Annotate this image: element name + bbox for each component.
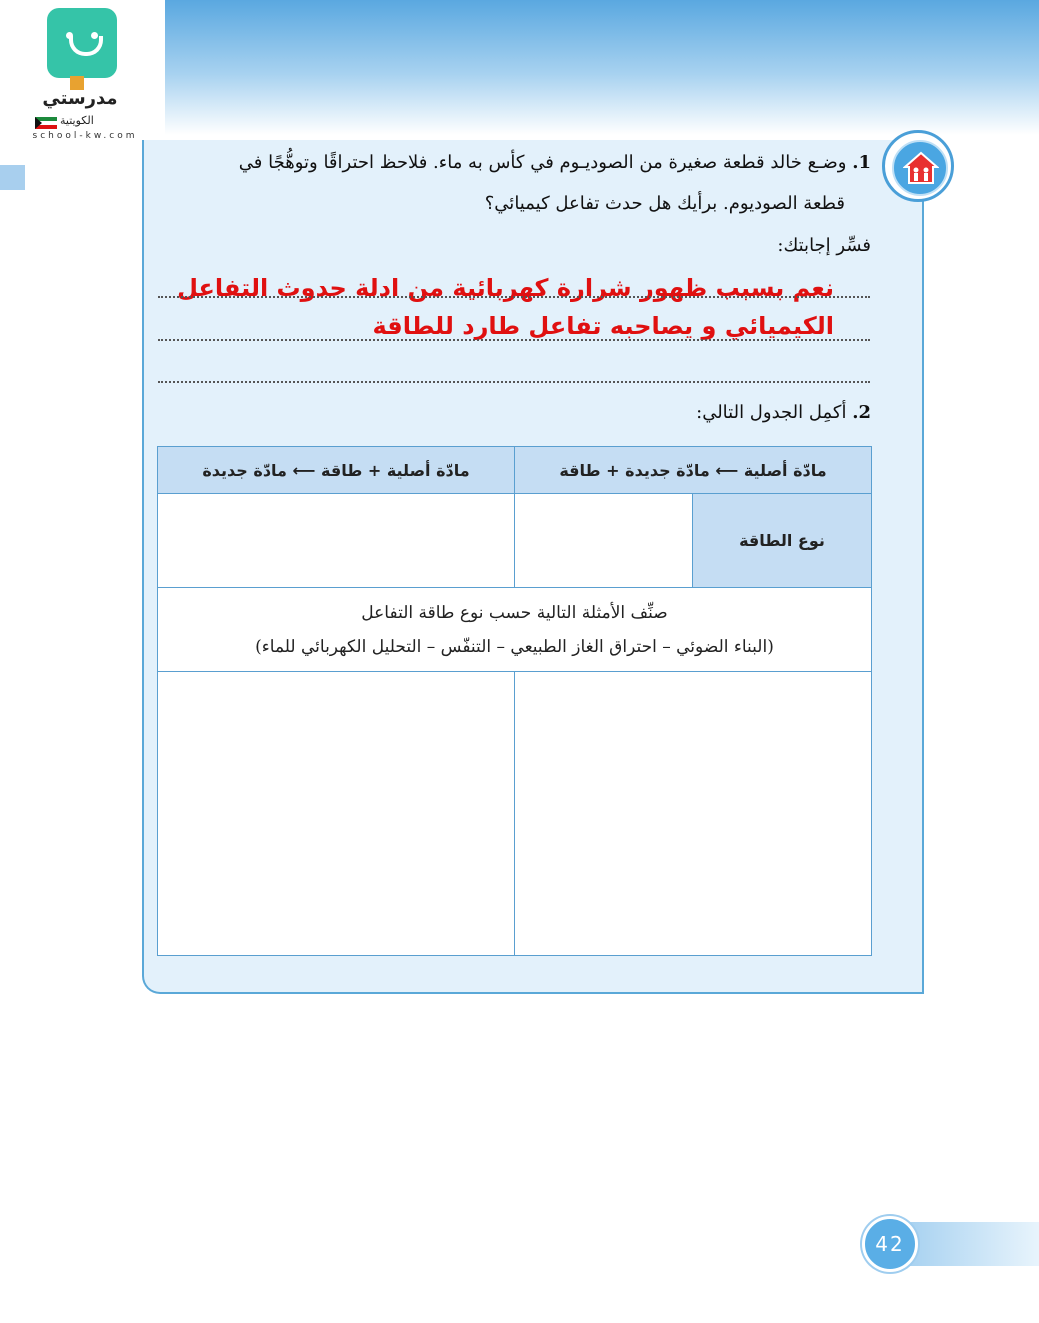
logo-face-icon — [47, 8, 117, 78]
classify-answer-cell-right[interactable] — [515, 672, 872, 956]
house-icon — [903, 151, 939, 185]
question-1-number: 1. — [852, 152, 871, 173]
kuwait-flag-icon — [35, 117, 57, 129]
classify-line-1: صنِّف الأمثلة التالية حسب نوع طاقة التفاعل — [361, 602, 668, 623]
logo-title: مدرستي — [42, 88, 118, 109]
answer-dotted-line — [158, 296, 870, 298]
answer-dotted-line — [158, 381, 870, 383]
home-activity-badge — [882, 130, 954, 202]
energy-table — [157, 446, 872, 956]
header-exothermic: مادّة أصلية ⟵ مادّة جديدة + طاقة — [515, 447, 872, 494]
question-2 — [696, 402, 871, 423]
classify-answer-cell-left[interactable] — [158, 672, 515, 956]
question-1-text: وضـع خالد قطعة صغيرة من الصوديـوم في كأس به ماء. فلاحظ احتراقًا وتوهُّجًا في — [238, 152, 847, 173]
logo-subtitle: الكويتية — [60, 114, 94, 127]
classify-line-2: (البناء الضوئي – احتراق الغاز الطبيعي – التنفّس – التحليل الكهربائي للماء) — [255, 636, 774, 657]
page-number: 42 — [862, 1216, 918, 1272]
answer-dotted-line — [158, 339, 870, 341]
energy-type-answer-cell-left[interactable] — [158, 494, 515, 588]
logo-smile — [69, 36, 103, 56]
side-tab — [0, 165, 25, 190]
energy-type-answer-cell-right[interactable] — [515, 494, 693, 588]
question-1-line-1 — [239, 152, 871, 173]
header-endothermic: مادّة أصلية + طاقة ⟵ مادّة جديدة — [158, 447, 515, 494]
explain-label: فسِّر إجابتك: — [777, 235, 871, 256]
site-logo — [0, 0, 165, 160]
question-2-number: 2. — [852, 402, 871, 423]
classify-instructions — [158, 588, 872, 672]
question-1-line-2: قطعة الصوديوم. برأيك هل حدث تفاعل كيميائي؟ — [484, 193, 845, 214]
answer-line-1: نعم بسبب ظهور شرارة كهربائية من ادلة حدوث التفاعل — [177, 274, 834, 302]
answer-line-2: الكيميائي و يصاحبه تفاعل طارد للطاقة — [372, 312, 834, 340]
question-2-text: أكمِل الجدول التالي: — [696, 402, 847, 423]
energy-type-label: نوع الطاقة — [693, 494, 872, 588]
logo-url: school-kw.com — [32, 131, 138, 141]
